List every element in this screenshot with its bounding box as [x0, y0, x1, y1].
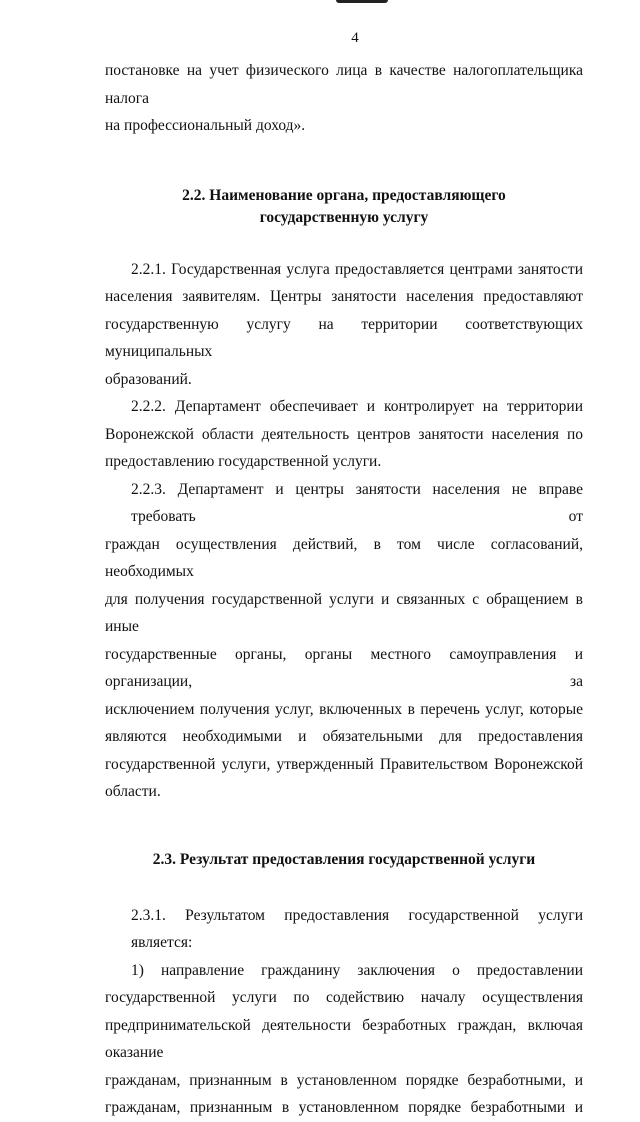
text-line: образований. [105, 370, 192, 388]
text-line: гражданам, признанным в установленном порядке безработными, и [105, 1071, 583, 1089]
text-line: граждан осуществления действий, в том числе согласований, необходимых [105, 535, 583, 580]
page-number: 4 [351, 30, 359, 46]
text-line: государственной услуги по содействию началу осуществления [105, 989, 583, 1006]
heading-line: 2.3. Результат предоставления государственной услуги [152, 850, 536, 868]
text-line: государственные органы, органы местного самоуправления и организации, за [105, 645, 583, 690]
text-line: предоставлению государственной услуги. [105, 453, 382, 470]
text-line: 2.2.3. Департамент и центры занятости населения не вправе требовать от [131, 480, 583, 525]
text-line: 2.2.1. Государственная услуга предоставляется центрами занятости [131, 260, 583, 278]
paragraph-2-2-3 [105, 476, 583, 806]
text-line: являются необходимыми и обязательными для предоставления [105, 728, 583, 745]
paragraph-2-3-1 [105, 902, 583, 957]
text-line: исключением получения услуг, включенных в перечень услуг, которые [105, 700, 583, 718]
scan-artifact [336, 0, 388, 3]
text-line: 2.2.2. Департамент обеспечивает и контролирует на территории [131, 398, 583, 415]
text-line: 2.3.1. Результатом предоставления государственной услуги является: [131, 906, 583, 951]
text-line: на профессиональный доход». [105, 117, 306, 134]
text-line: постановке на учет физического лица в качестве налогоплательщика налога [105, 62, 583, 107]
text-line: Воронежской области деятельность центров занятости населения по [105, 425, 583, 443]
section-heading-2-3 [105, 849, 583, 871]
text-line: гражданам, признанным в установленном порядке безработными и [105, 1099, 583, 1116]
text-line: предпринимательской деятельности безработных граждан, включая оказание [105, 1016, 583, 1061]
text-line: населения заявителям. Центры занятости населения предоставляют [105, 288, 583, 305]
text-line: области. [105, 783, 161, 800]
heading-line: государственную услугу [259, 208, 429, 226]
intro-paragraph [105, 57, 583, 140]
heading-line: 2.2. Наименование органа, предоставляющего [182, 186, 506, 204]
list-item-1 [105, 957, 583, 1122]
text-line: 1) направление гражданину заключения о предоставлении [131, 961, 583, 979]
paragraph-2-2-2 [105, 393, 583, 476]
document-body [105, 57, 583, 1122]
paragraph-2-2-1 [105, 256, 583, 394]
text-line: государственной услуги, утвержденный Правительством Воронежской [105, 755, 583, 773]
section-heading-2-2 [105, 185, 583, 229]
text-line: для получения государственной услуги и связанных с обращением в иные [105, 590, 583, 635]
text-line: государственную услугу на территории соответствующих муниципальных [105, 315, 583, 360]
